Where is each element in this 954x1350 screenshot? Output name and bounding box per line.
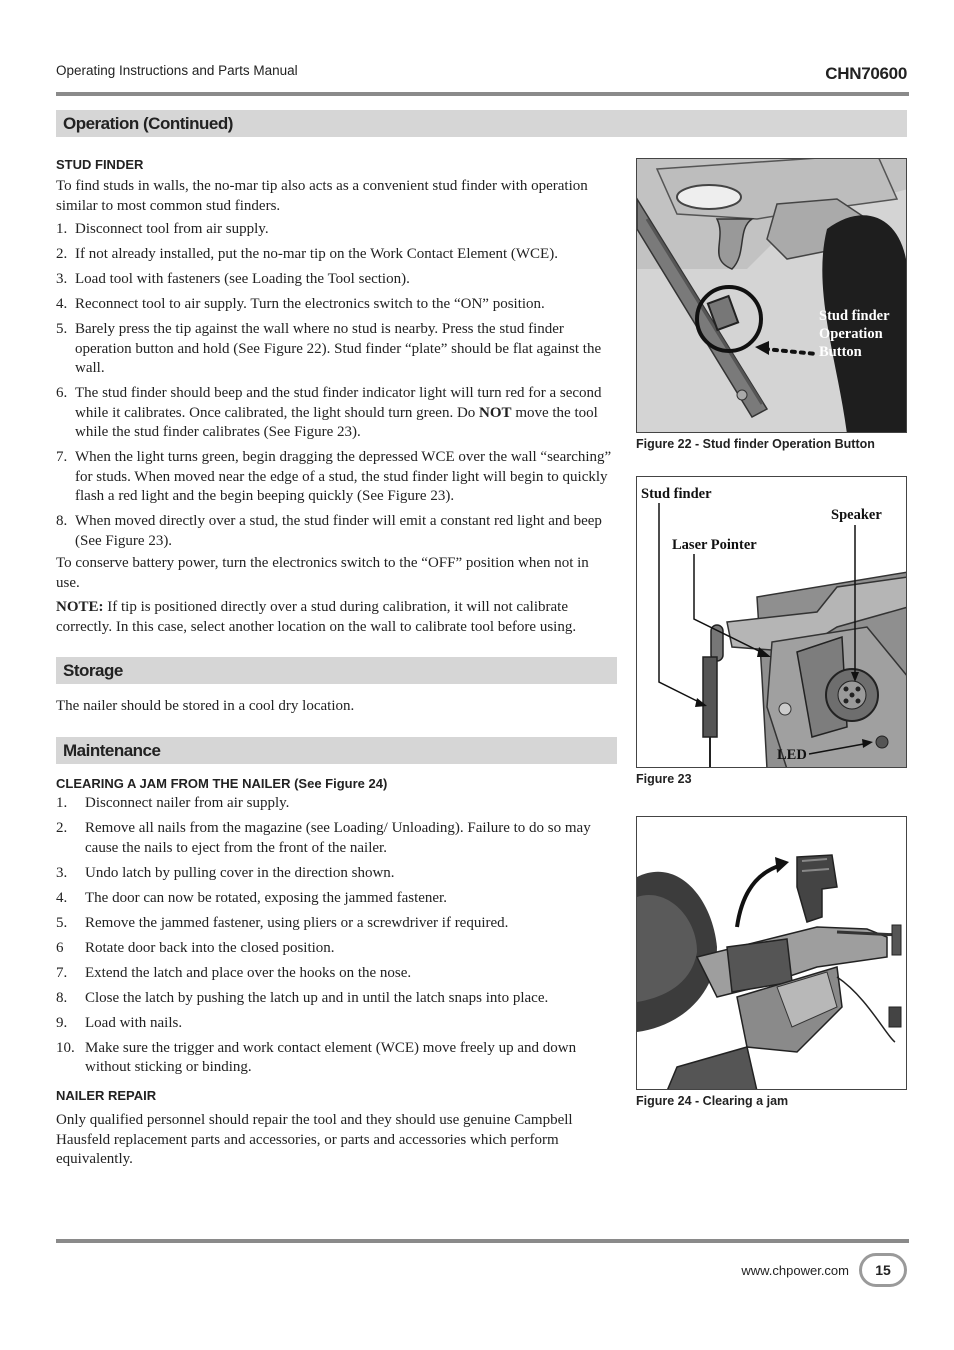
list-item: 6. The stud finder should beep and the stud finder indicator light will turn red for a second while it calibrates. Once calibrated, the light should turn green. Do NOT move the tool while the stud finder calibrates (See Figure 23).: [56, 385, 602, 440]
stud-finder-button-label: Stud finder Operation Button: [819, 308, 890, 360]
stud-finder-heading: STUD FINDER: [56, 157, 144, 172]
clearing-jam-heading: CLEARING A JAM FROM THE NAILER (See Figure 24): [56, 776, 388, 791]
speaker-label: Speaker: [831, 507, 882, 523]
list-item: 6 Rotate door back into the closed position.: [56, 939, 335, 956]
figure-22-image: [636, 158, 907, 433]
conserve-battery-text: To conserve battery power, turn the electronics switch to the “OFF” position when not in use.: [56, 555, 589, 591]
figure-24-caption: Figure 24 - Clearing a jam: [636, 1094, 789, 1108]
calibration-note: NOTE: If tip is positioned directly over a stud during calibration, it will not calibrate correctly. In this case, select another location on the wall to calibrate tool before using.: [56, 599, 577, 635]
list-item: 1. Disconnect tool from air supply.: [56, 221, 269, 237]
figure-23-image: [636, 476, 907, 768]
maintenance-heading: Maintenance: [56, 737, 617, 764]
footer-rule: [56, 1239, 909, 1243]
list-item: 7. Extend the latch and place over the hooks on the nose.: [56, 964, 412, 981]
manual-title: Operating Instructions and Parts Manual: [56, 63, 298, 78]
list-item: 4. Reconnect tool to air supply. Turn the electronics switch to the “ON” position.: [56, 296, 545, 312]
page-number: 15: [859, 1253, 907, 1287]
header-rule: [56, 92, 909, 96]
stud-finder-label: Stud finder: [641, 486, 712, 502]
figure-24-image: [636, 816, 907, 1090]
list-item: 9. Load with nails.: [56, 1014, 183, 1031]
operation-heading: Operation (Continued): [56, 110, 907, 137]
nailer-repair-text: Only qualified personnel should repair the tool and they should use genuine Campbell Hausfeld replacement parts and accessories, or parts and accessories which perform equivalently.: [56, 1112, 573, 1167]
list-item: 8. When moved directly over a stud, the stud finder will emit a constant red light and beep (See Figure 23).: [56, 513, 602, 549]
clearing-jam-steps: [56, 794, 616, 1083]
laser-pointer-label: Laser Pointer: [672, 537, 757, 553]
clearing-jam-illustration: [637, 817, 907, 1090]
list-item: 3. Load tool with fasteners (see Loading the Tool section).: [56, 271, 410, 287]
list-item: 8. Close the latch by pushing the latch up and in until the latch snaps into place.: [56, 989, 549, 1006]
storage-heading: Storage: [56, 657, 617, 684]
figure-22-caption: Figure 22 - Stud finder Operation Button: [636, 437, 875, 451]
list-item: 2. Remove all nails from the magazine (see Loading/ Unloading). Failure to do so may cause the nails to eject from the front of the nailer.: [56, 820, 591, 856]
list-item: 10. Make sure the trigger and work contact element (WCE) move freely up and down without sticking or binding.: [56, 1039, 577, 1075]
list-item: 1. Disconnect nailer from air supply.: [56, 795, 290, 811]
stud-finder-steps: [56, 220, 616, 557]
model-number: CHN70600: [825, 64, 907, 83]
website-url: www.chpower.com: [741, 1263, 849, 1278]
list-item: 5. Barely press the tip against the wall where no stud is nearby. Press the stud finder operation button and hold (See Figure 22). Stud finder “plate” should be flat against the wall.: [56, 321, 602, 376]
list-item: 2. If not already installed, put the no-mar tip on the Work Contact Element (WCE).: [56, 246, 558, 262]
stud-finder-button-illustration: [637, 159, 907, 433]
nailer-repair-heading: NAILER REPAIR: [56, 1088, 157, 1103]
list-item: 5. Remove the jammed fastener, using pliers or a screwdriver if required.: [56, 914, 509, 931]
storage-text: The nailer should be stored in a cool dry location.: [56, 698, 355, 714]
list-item: 3. Undo latch by pulling cover in the direction shown.: [56, 864, 395, 881]
led-label: LED: [777, 747, 807, 763]
stud-finder-intro: To find studs in walls, the no-mar tip also acts as a convenient stud finder with operation similar to most common stud finders.: [56, 178, 588, 214]
figure-23-caption: Figure 23: [636, 772, 692, 786]
list-item: 7. When the light turns green, begin dragging the depressed WCE over the wall “searching” for studs. When moved near the edge of a stud, the stud finder light will begin to quickly flash a red light and the begin beeping quickly (See Figure 23).: [56, 449, 612, 504]
list-item: 4. The door can now be rotated, exposing the jammed fastener.: [56, 889, 447, 906]
